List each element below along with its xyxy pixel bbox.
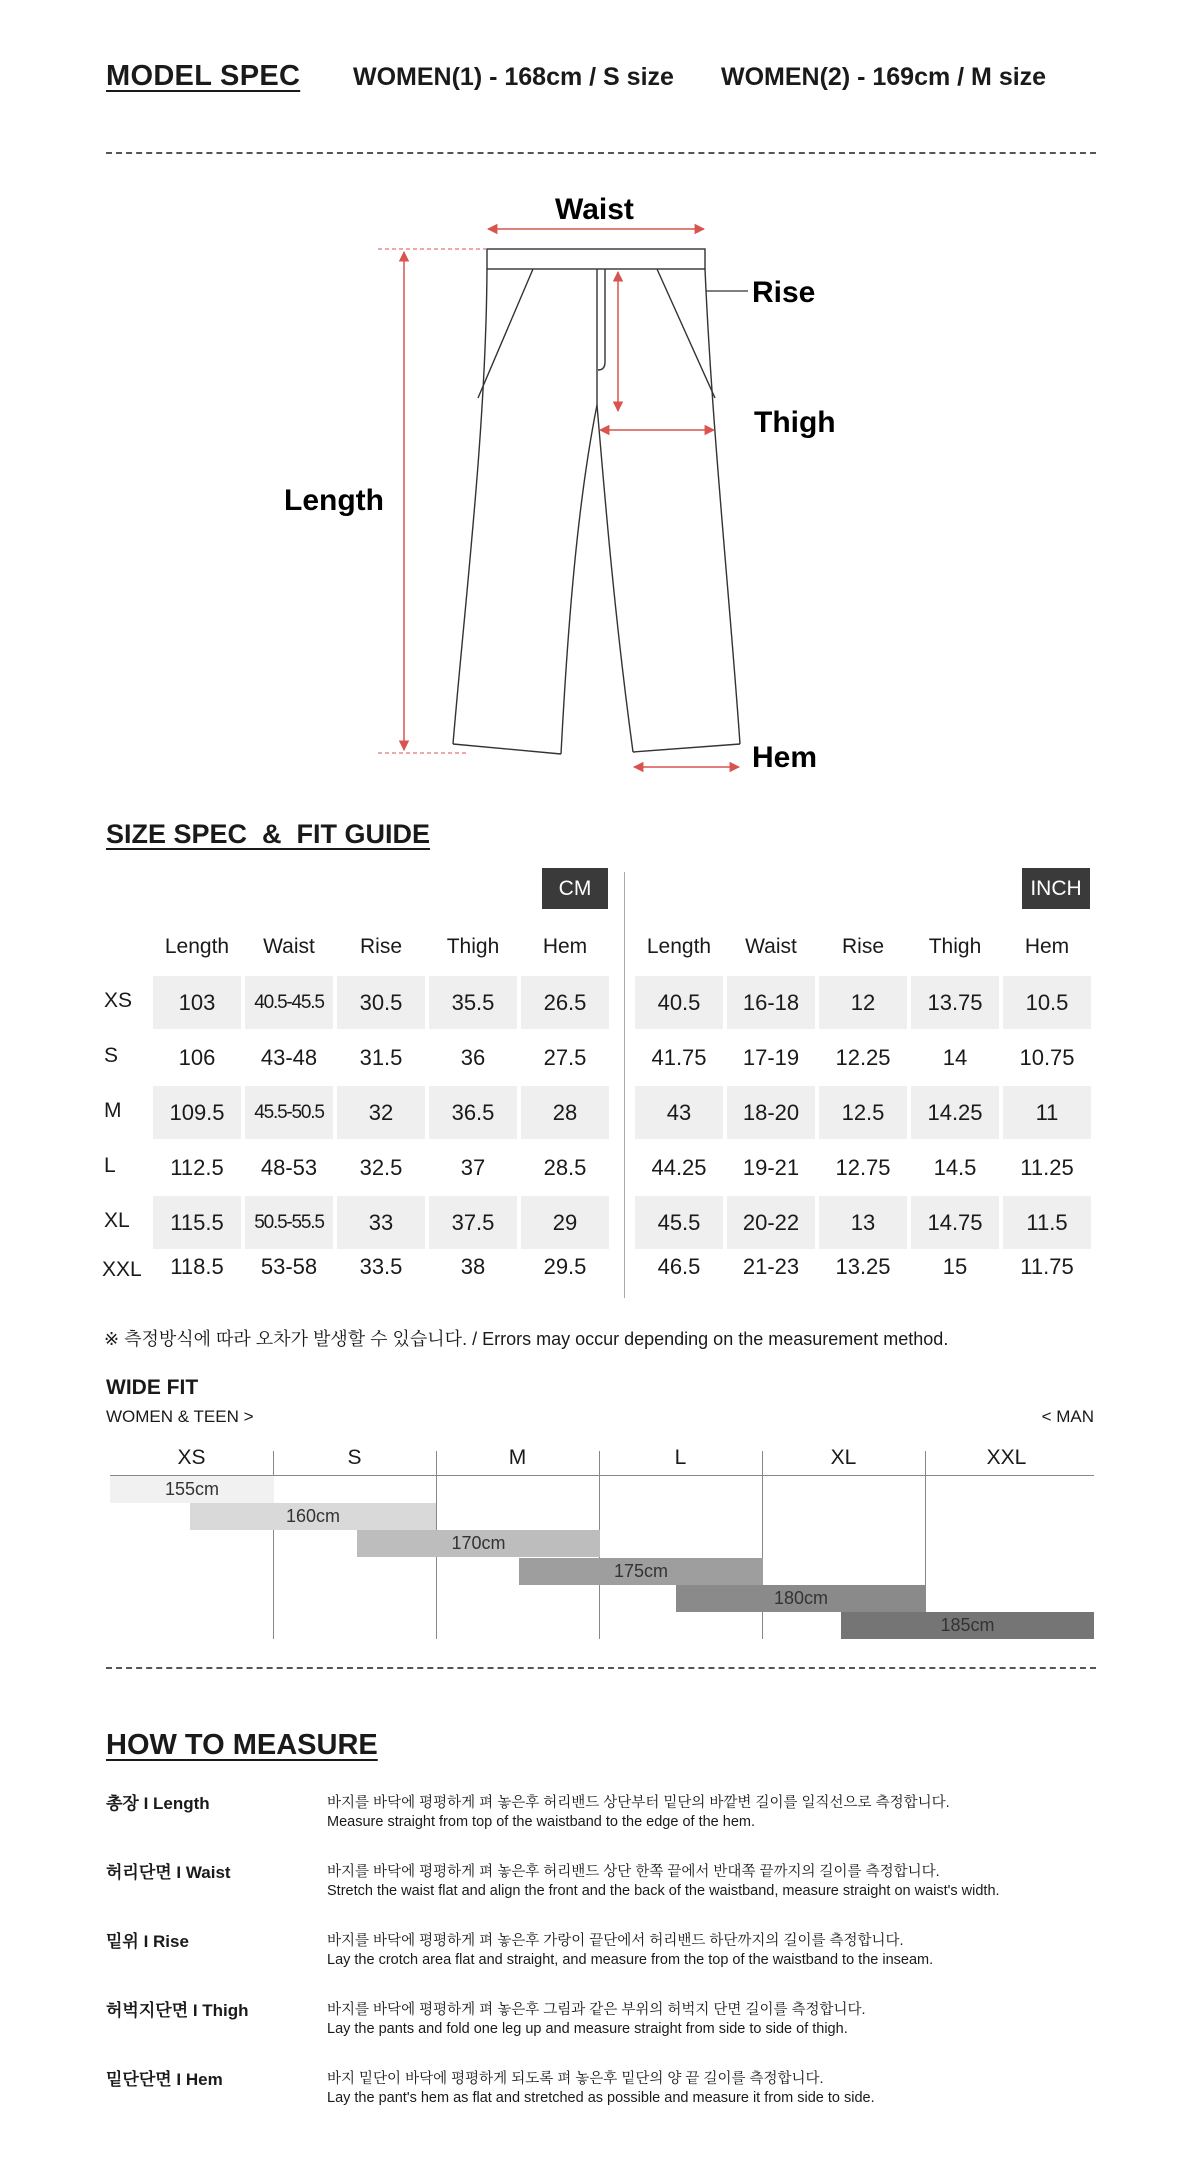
unit-cm-badge: CM — [542, 868, 608, 909]
measurement-note: ※ 측정방식에 따라 오차가 발생할 수 있습니다. / Errors may occur depending on the measurement method. — [104, 1329, 949, 1349]
wide-fit-size-xxl: XXL — [986, 1446, 1027, 1469]
size-cell: 11.75 — [1020, 1254, 1074, 1279]
size-cell: 112.5 — [170, 1154, 224, 1180]
size-cell: 29 — [521, 1196, 609, 1249]
model-women1: WOMEN(1) - 168cm / S size — [353, 63, 674, 91]
size-cell: 14.5 — [933, 1154, 977, 1180]
measure-term: 허리단면 I Waist — [106, 1863, 231, 1882]
wide-fit-bar — [110, 1476, 274, 1503]
measure-term: 밑단단면 I Hem — [106, 2070, 223, 2089]
wide-fit-bar-label: 160cm — [285, 1506, 341, 1527]
column-header-cm-waist: Waist — [263, 935, 315, 958]
measure-term: 허벅지단면 I Thigh — [106, 2001, 249, 2020]
size-cell: 32.5 — [359, 1154, 403, 1180]
wide-fit-bar — [357, 1530, 600, 1557]
size-cell: 12 — [819, 976, 907, 1029]
size-cell: 31.5 — [359, 1044, 403, 1070]
size-cell: 13.25 — [835, 1254, 891, 1279]
size-cell: 45.5 — [635, 1196, 723, 1249]
size-cell: 17-19 — [742, 1044, 800, 1070]
wide-fit-size-s: S — [347, 1446, 362, 1469]
pants-measurement-diagram — [0, 0, 1200, 800]
size-cell: 15 — [942, 1254, 968, 1279]
row-label-xxl: XXL — [102, 1258, 142, 1281]
model-spec-title: MODEL SPEC — [106, 60, 301, 92]
size-cell: 38 — [460, 1254, 486, 1279]
column-header-cm-thigh: Thigh — [446, 935, 500, 958]
column-header-in-hem: Hem — [1024, 935, 1070, 958]
model-women2: WOMEN(2) - 169cm / M size — [721, 63, 1047, 91]
size-cell: 14 — [942, 1044, 968, 1070]
column-header-in-waist: Waist — [745, 935, 797, 958]
measure-term: 밑위 I Rise — [106, 1932, 189, 1951]
size-cell: 13.75 — [911, 976, 999, 1029]
measure-desc-en: Measure straight from top of the waistband to the edge of the hem. — [327, 1814, 755, 1830]
pants-outline — [453, 249, 740, 754]
size-cell: 12.5 — [819, 1086, 907, 1139]
size-cell: 53-58 — [260, 1254, 318, 1279]
size-cell: 103 — [153, 976, 241, 1029]
label-thigh: Thigh — [754, 406, 836, 439]
size-cell: 28.5 — [543, 1154, 587, 1180]
wide-fit-left-label: WOMEN & TEEN > — [106, 1407, 254, 1426]
size-cell: 20-22 — [727, 1196, 815, 1249]
label-rise: Rise — [752, 276, 816, 309]
measure-term: 총장 I Length — [106, 1794, 210, 1813]
wide-fit-bar — [519, 1558, 763, 1585]
wide-fit-size-xs: XS — [177, 1446, 206, 1469]
size-cell: 50.5-55.5 — [245, 1196, 333, 1249]
wide-fit-bar — [676, 1585, 926, 1612]
measure-desc-ko: 바지를 바닥에 평평하게 펴 놓은후 그림과 같은 부위의 허벅지 단면 길이를 측정합니다. — [327, 2002, 866, 2018]
row-label-xl: XL — [104, 1209, 130, 1232]
column-header-in-length: Length — [646, 935, 712, 958]
measure-desc-ko: 바지를 바닥에 평평하게 펴 놓은후 허리밴드 상단부터 밑단의 바깥변 길이를 일직선으로 측정합니다. — [327, 1795, 950, 1811]
size-cell: 28 — [521, 1086, 609, 1139]
size-cell: 30.5 — [337, 976, 425, 1029]
size-cell: 12.25 — [835, 1044, 891, 1070]
measure-desc-ko: 바지 밑단이 바닥에 평평하게 되도록 펴 놓은후 밑단의 양 끝 길이를 측정합니다. — [327, 2071, 824, 2087]
size-cell: 11 — [1003, 1086, 1091, 1139]
wide-fit-bar — [841, 1612, 1094, 1639]
column-header-cm-hem: Hem — [542, 935, 588, 958]
size-cell: 37 — [460, 1154, 486, 1180]
label-waist: Waist — [555, 193, 634, 226]
wide-fit-bar-label: 180cm — [773, 1587, 829, 1608]
wide-fit-size-l: L — [674, 1446, 687, 1469]
size-cell: 29.5 — [543, 1254, 587, 1279]
size-cell: 43 — [635, 1086, 723, 1139]
guide-lines — [378, 249, 487, 753]
size-cell: 33 — [337, 1196, 425, 1249]
table-divider — [624, 872, 625, 1298]
size-cell: 12.75 — [835, 1154, 891, 1180]
label-hem: Hem — [752, 741, 818, 774]
column-header-cm-rise: Rise — [359, 935, 402, 958]
wide-fit-size-xl: XL — [830, 1446, 857, 1469]
size-cell: 106 — [178, 1044, 216, 1070]
size-cell: 10.5 — [1003, 976, 1091, 1029]
size-cell: 14.75 — [911, 1196, 999, 1249]
wide-fit-size-m: M — [508, 1446, 527, 1469]
column-header-in-thigh: Thigh — [928, 935, 982, 958]
measure-desc-ko: 바지를 바닥에 평평하게 펴 놓은후 허리밴드 상단 한쪽 끝에서 반대쪽 끝까지의 길이를 측정합니다. — [327, 1864, 940, 1880]
size-cell: 44.25 — [651, 1154, 707, 1180]
size-cell: 43-48 — [260, 1044, 318, 1070]
how-to-measure-title: HOW TO MEASURE — [106, 1729, 378, 1761]
size-cell: 40.5 — [635, 976, 723, 1029]
wide-fit-title: WIDE FIT — [106, 1376, 199, 1399]
size-cell: 46.5 — [657, 1254, 701, 1279]
column-header-in-rise: Rise — [841, 935, 884, 958]
size-cell: 16-18 — [727, 976, 815, 1029]
divider-bottom — [106, 1667, 1096, 1669]
size-cell: 21-23 — [742, 1254, 800, 1279]
measure-desc-en: Lay the crotch area flat and straight, and measure from the top of the waistband to the inseam. — [327, 1952, 934, 1968]
wide-fit-bar-label: 185cm — [940, 1615, 995, 1635]
size-spec-title: SIZE SPEC & FIT GUIDE — [106, 819, 431, 849]
size-cell: 33.5 — [359, 1254, 403, 1279]
measure-desc-ko: 바지를 바닥에 평평하게 펴 놓은후 가랑이 끝단에서 허리밴드 하단까지의 길이를 측정합니다. — [327, 1933, 904, 1949]
size-cell: 36 — [460, 1044, 486, 1070]
unit-inch-badge: INCH — [1022, 868, 1090, 909]
column-header-cm-length: Length — [164, 935, 230, 958]
measure-desc-en: Lay the pant's hem as flat and stretched as possible and measure it from side to side. — [327, 2090, 875, 2106]
size-cell: 11.5 — [1003, 1196, 1091, 1249]
size-cell: 26.5 — [521, 976, 609, 1029]
size-cell: 48-53 — [260, 1154, 318, 1180]
size-cell: 13 — [819, 1196, 907, 1249]
size-cell: 36.5 — [429, 1086, 517, 1139]
size-cell: 27.5 — [543, 1044, 587, 1070]
label-length: Length — [284, 484, 384, 517]
row-label-m: M — [104, 1099, 122, 1122]
size-cell: 45.5-50.5 — [245, 1086, 333, 1139]
size-cell: 41.75 — [651, 1044, 707, 1070]
size-cell: 18-20 — [727, 1086, 815, 1139]
size-cell: 118.5 — [170, 1254, 224, 1279]
size-cell: 10.75 — [1019, 1044, 1075, 1070]
wide-fit-bar-label: 170cm — [451, 1533, 506, 1554]
wide-fit-bar-label: 175cm — [613, 1560, 669, 1581]
size-cell: 14.25 — [911, 1086, 999, 1139]
size-cell: 32 — [337, 1086, 425, 1139]
wide-fit-bar — [190, 1503, 436, 1530]
row-label-l: L — [104, 1154, 116, 1177]
size-cell: 19-21 — [742, 1154, 800, 1180]
size-cell: 40.5-45.5 — [245, 976, 333, 1029]
size-cell: 109.5 — [153, 1086, 241, 1139]
size-cell: 37.5 — [429, 1196, 517, 1249]
measure-desc-en: Lay the pants and fold one leg up and measure straight from side to side of thigh. — [327, 2021, 848, 2037]
wide-fit-right-label: < MAN — [1041, 1407, 1094, 1426]
size-cell: 35.5 — [429, 976, 517, 1029]
row-label-xs: XS — [104, 989, 133, 1012]
measure-desc-en: Stretch the waist flat and align the front and the back of the waistband, measure straight on waist's width. — [327, 1883, 1000, 1899]
wide-fit-bar-label: 155cm — [164, 1479, 220, 1499]
size-cell: 115.5 — [153, 1196, 241, 1249]
row-label-s: S — [104, 1044, 119, 1067]
size-cell: 11.25 — [1020, 1154, 1074, 1180]
